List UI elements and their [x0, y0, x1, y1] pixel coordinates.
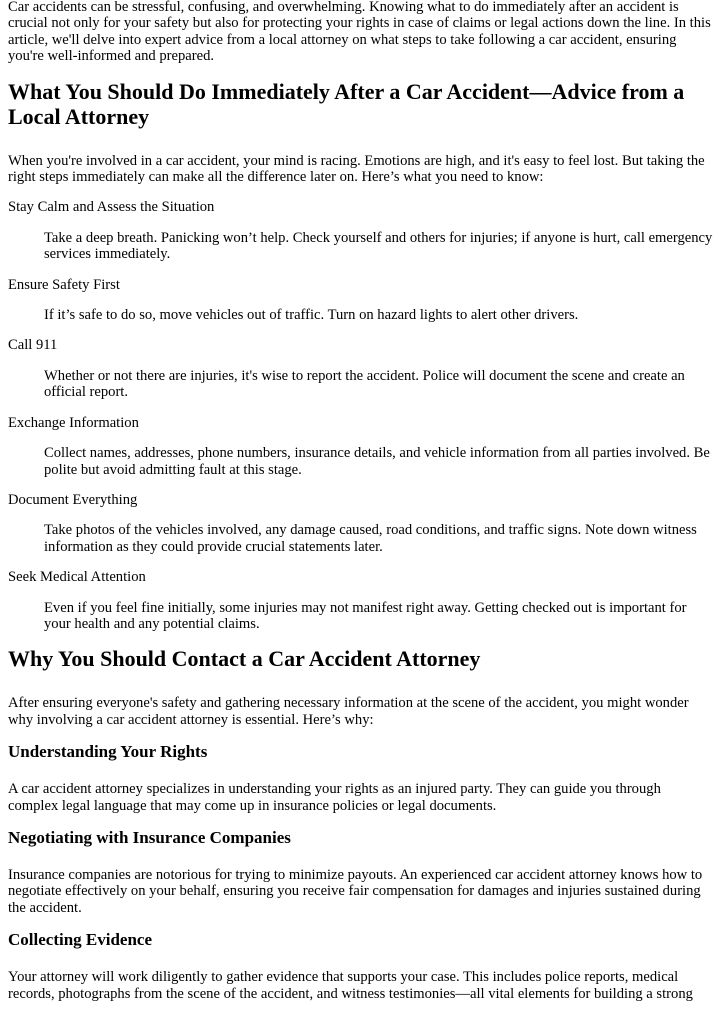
subsection-body-negotiating-insurance: Insurance companies are notorious for trying to minimize payouts. An experienced car accident attorney knows how to negotiate effectively on your behalf, ensuring you receive fair compensation for damages and injuries sustained during the accident. [8, 866, 703, 916]
step-term-exchange-information: Exchange Information [8, 414, 139, 431]
step-desc-stay-calm: Take a deep breath. Panicking won’t help. Check yourself and others for injuries; if anyone is hurt, call emergency services immediately. [44, 229, 713, 263]
subsection-heading-collecting-evidence: Collecting Evidence [8, 930, 153, 950]
step-term-call-911: Call 911 [8, 337, 58, 354]
article [8, 0, 714, 1016]
section-heading-immediate-steps: What You Should Do Immediately After a Car Accident—Advice from a Local Attorney [8, 78, 685, 129]
step-desc-seek-medical-attention: Even if you feel fine initially, some injuries may not manifest right away. Getting checked out is important for your health and any potential claims. [44, 599, 687, 632]
step-desc-exchange-information: Collect names, addresses, phone numbers, insurance details, and vehicle information from all parties involved. Be polite but avoid admitting fault at this stage. [44, 445, 710, 478]
intro-paragraph: Car accidents can be stressful, confusing, and overwhelming. Knowing what to do immediately after an accident is crucial not only for your safety but also for protecting your rights in case of claims or legal actions down the line. In this article, we'll delve into expert advice from a local attorney on what steps to take following a car accident, ensuring you're well-informed and prepared. [8, 0, 711, 65]
section-heading-contact-attorney: Why You Should Contact a Car Accident Attorney [8, 646, 481, 672]
subsection-body-understanding-rights: A car accident attorney specializes in understanding your rights as an injured party. They can guide you through complex legal language that may come up in insurance policies or legal documents. [8, 781, 661, 814]
section-lead-paragraph: After ensuring everyone's safety and gathering necessary information at the scene of the accident, you might wonder why involving a car accident attorney is essential. Here’s why: [8, 695, 689, 728]
step-term-ensure-safety: Ensure Safety First [8, 276, 120, 293]
step-desc-document-everything: Take photos of the vehicles involved, any damage caused, road conditions, and traffic signs. Note down witness information as they could provide crucial statements later. [44, 522, 697, 555]
subsection-body-collecting-evidence: Your attorney will work diligently to gather evidence that supports your case. This includes police reports, medical records, photographs from the scene of the accident, and witness testimonies—all vital elements for building a strong [8, 969, 693, 1002]
step-desc-ensure-safety: If it’s safe to do so, move vehicles out of traffic. Turn on hazard lights to alert other drivers. [44, 307, 579, 324]
subsection-heading-understanding-rights: Understanding Your Rights [8, 742, 208, 762]
step-term-seek-medical-attention: Seek Medical Attention [8, 569, 146, 586]
step-term-document-everything: Document Everything [8, 491, 138, 508]
steps-list [8, 199, 714, 632]
subsection-heading-negotiating-insurance: Negotiating with Insurance Companies [8, 827, 291, 847]
section-lead-paragraph: When you're involved in a car accident, your mind is racing. Emotions are high, and it's easy to feel lost. But taking the right steps immediately can make all the difference later on. Here’s what you need to know: [8, 152, 705, 186]
step-term-stay-calm: Stay Calm and Assess the Situation [8, 199, 215, 216]
step-desc-call-911: Whether or not there are injuries, it's wise to report the accident. Police will document the scene and create an official report. [44, 367, 685, 401]
